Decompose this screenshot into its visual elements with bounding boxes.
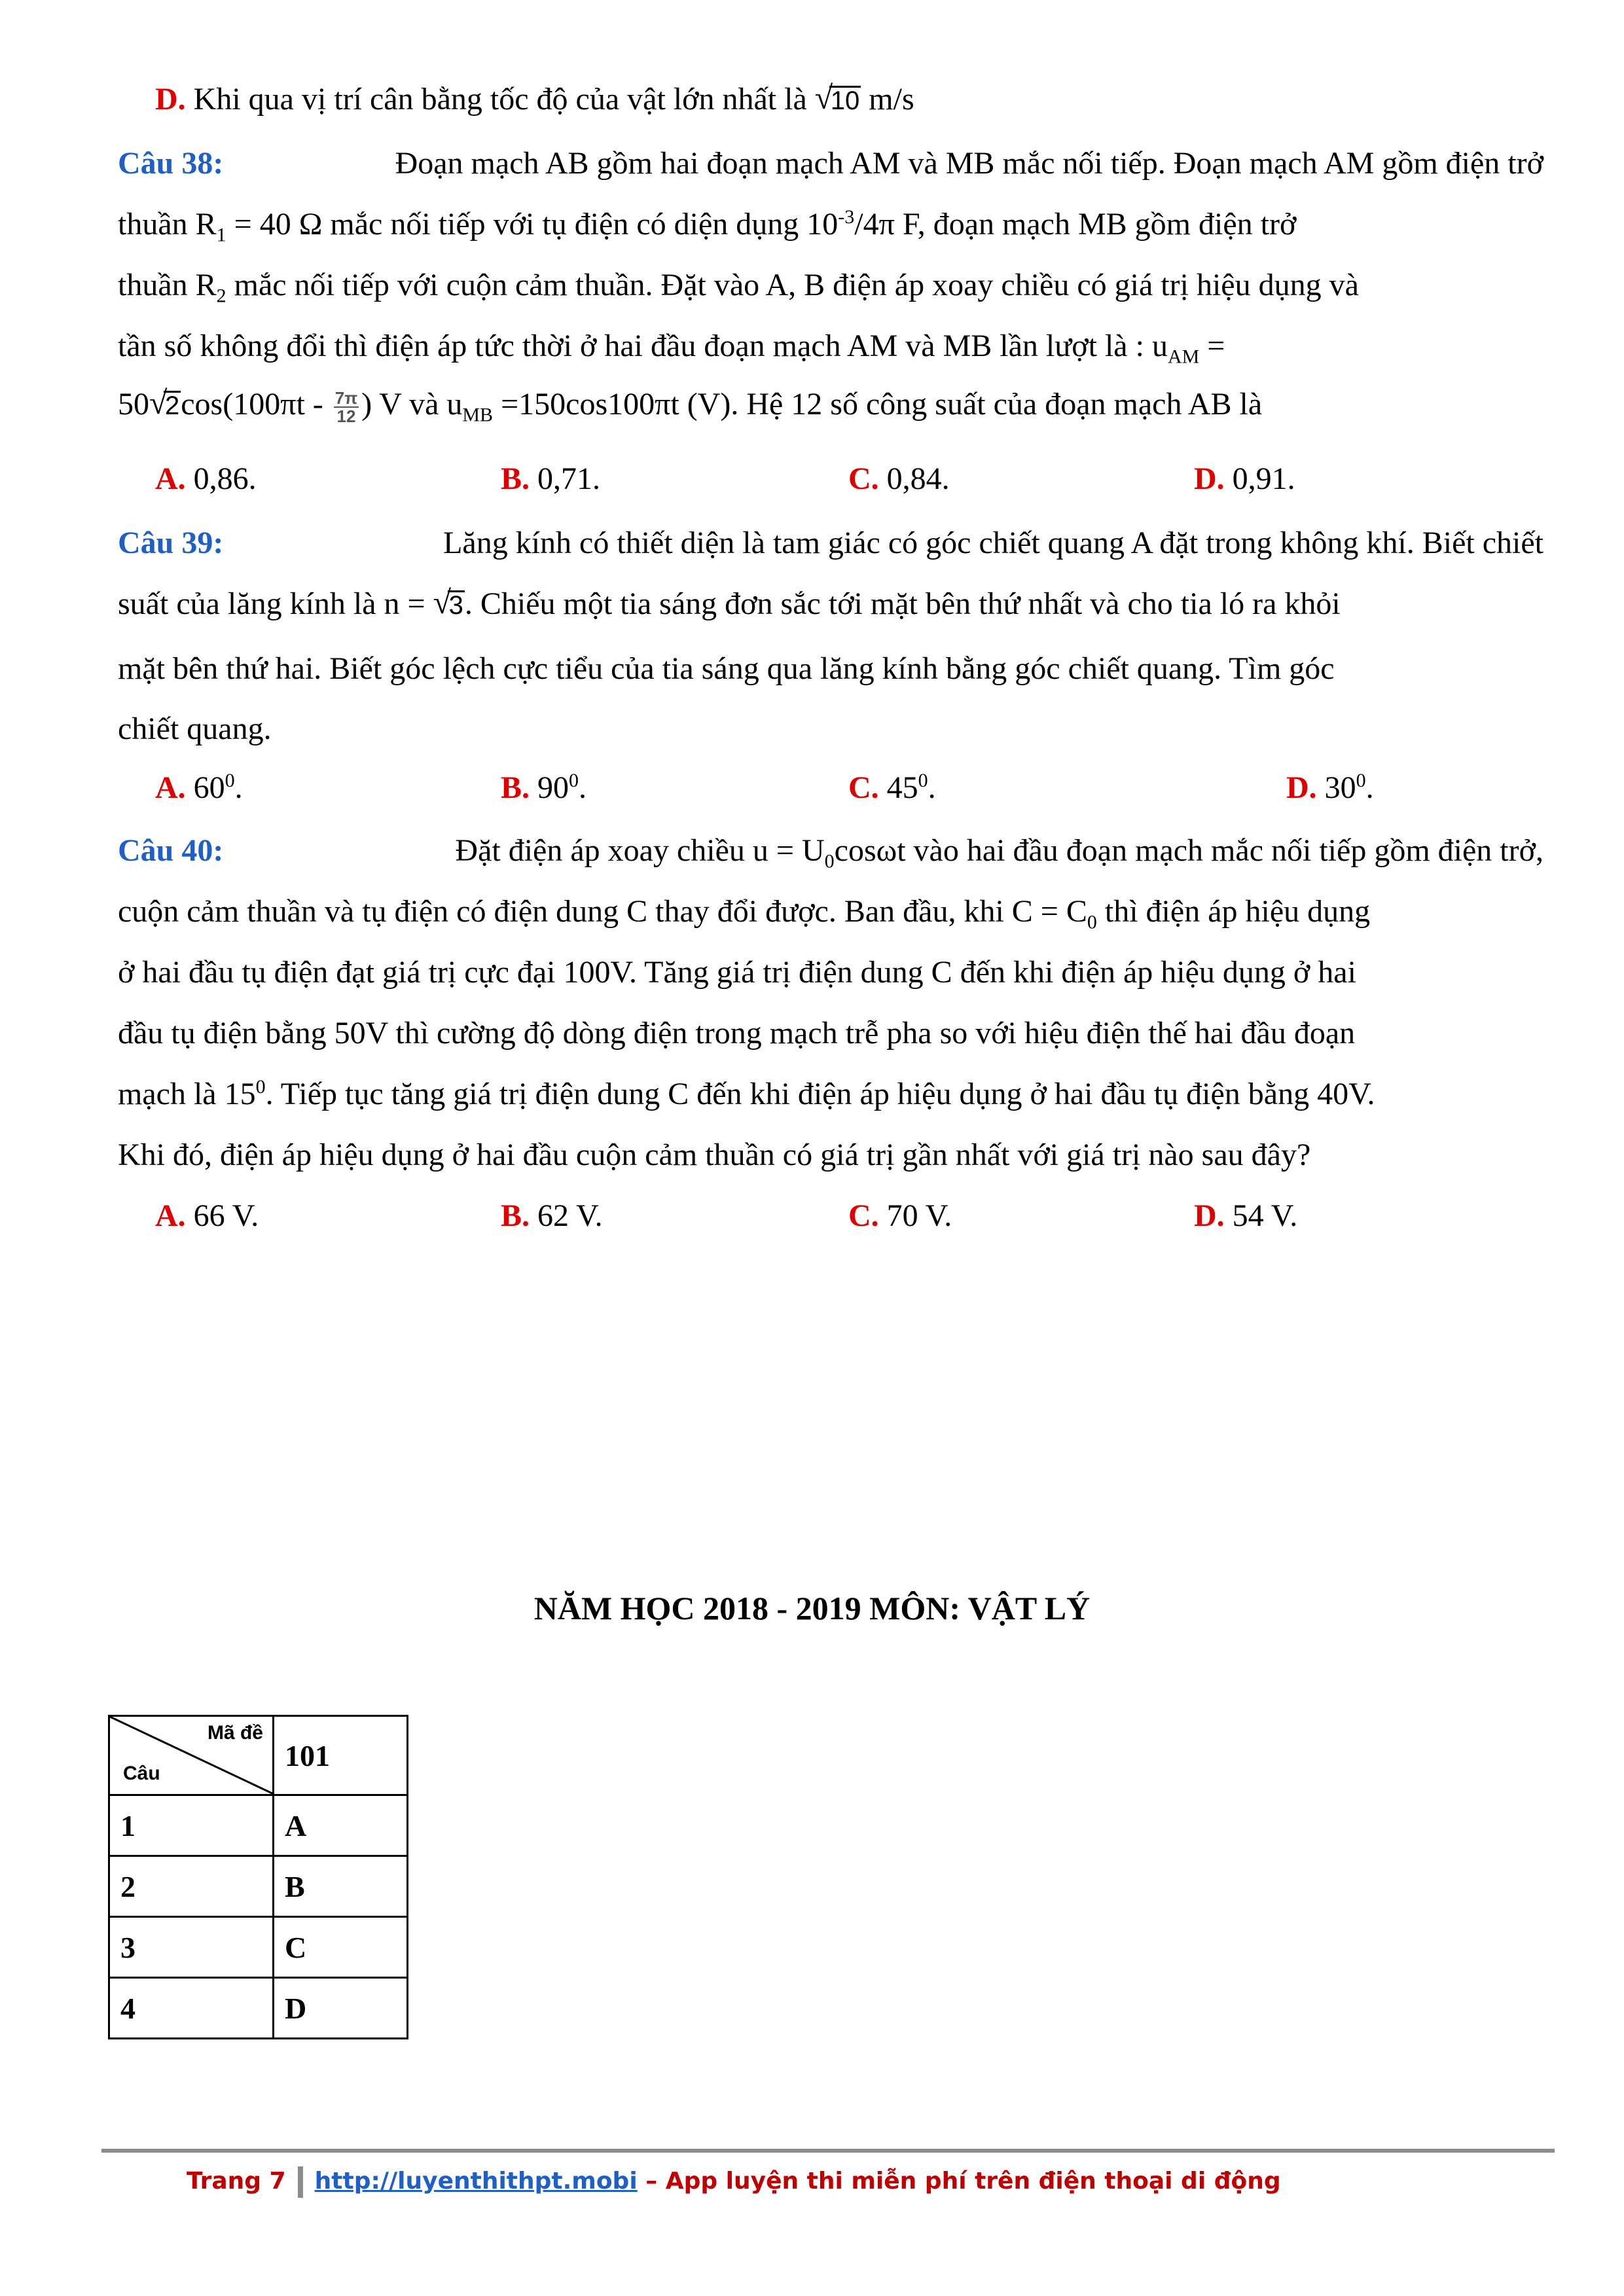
- q38-line-5: 50 √ 2cos(100πt - $\frac{7\pi}{12}$ ) V và $u_{MB} =150\cos 100\pi t$ (V). Hệ 12 số công suất của đoạn mạch AB là: [118, 384, 1263, 426]
- q40-line-2: cuộn cảm thuần và tụ điện có điện dung C thay đổi được. Ban đầu, khi $C = C_0$ thì điện áp hiệu dụng: [118, 894, 1371, 933]
- table-row: 2 B: [109, 1856, 408, 1917]
- table-row: 4 D: [109, 1978, 408, 2039]
- question-label: Câu 39:: [118, 526, 224, 560]
- q40-option-d: D. 54 V.: [1194, 1198, 1298, 1233]
- prev-option-d: D. Khi qua vị trí cân bằng tốc độ của vật lớn nhất là √ 10 m/s: [155, 79, 914, 117]
- q38-line-1: Câu 38: Đoạn mạch AB gồm hai đoạn mạch AM và MB mắc nối tiếp. Đoạn mạch AM gồm điện trở: [118, 146, 1543, 181]
- q40-option-c: C. 70 V.: [848, 1198, 952, 1233]
- page-footer: [187, 2166, 1281, 2198]
- exam-code-cell: 101: [274, 1716, 408, 1795]
- q40-line-3: ở hai đầu tụ điện đạt giá trị cực đại 100V. Tăng giá trị điện dung C đến khi điện áp hiệu dụng ở hai: [118, 955, 1356, 990]
- q39-line-1: Câu 39: Lăng kính có thiết diện là tam giác có góc chiết quang A đặt trong không khí. Biết chiết: [118, 526, 1543, 560]
- q39-option-c: C. $45^0$.: [848, 770, 936, 805]
- q39-option-b: B. $90^0$.: [501, 770, 587, 805]
- question-label: Câu 40:: [118, 833, 224, 868]
- q39-option-d: D. $30^0$.: [1286, 770, 1374, 805]
- option-letter: D.: [155, 82, 186, 117]
- q39-line-4: chiết quang.: [118, 711, 272, 746]
- q40-option-a: A. 66 V.: [155, 1198, 259, 1233]
- q38-option-d: D. 0,91.: [1194, 461, 1295, 496]
- q39-line-2: suất của lăng kính là n = √ 3. Chiếu một tia sáng đơn sắc tới mặt bên thứ nhất và cho tia ló ra khỏi: [118, 584, 1341, 621]
- table-row: 1 A: [109, 1795, 408, 1856]
- fraction: $\frac{7\pi}{12}$: [334, 387, 358, 426]
- question-label: Câu 38:: [118, 146, 224, 181]
- q38-line-2: thuần $R_1 = 40$ Ω mắc nối tiếp với tụ điện có diện dụng $10^{-3}/4\pi$ F, đoạn mạch MB gồm điện trở: [118, 206, 1297, 246]
- sqrt-expression: √ 2: [149, 384, 180, 421]
- answer-key-heading: NĂM HỌC 2018 - 2019 MÔN: VẬT LÝ: [533, 1590, 1091, 1626]
- footer-divider: [101, 2149, 1555, 2153]
- table-row: 3 C: [109, 1917, 408, 1978]
- diagonal-header-cell: Mã đề Câu: [109, 1716, 274, 1795]
- footer-tagline: – App luyện thi miễn phí trên điện thoại di động: [637, 2168, 1281, 2195]
- q38-option-c: C. 0,84.: [848, 461, 950, 496]
- page-number: Trang 7: [187, 2168, 286, 2195]
- q40-line-5: mạch là $15^0$. Tiếp tục tăng giá trị điện dung C đến khi điện áp hiệu dụng ở hai đầu tụ điện bằng 40V.: [118, 1076, 1375, 1111]
- q40-line-1: Câu 40: Đặt điện áp xoay chiều $u = U_0\cos\omega t$ vào hai đầu đoạn mạch mắc nối tiếp gồm điện trở,: [118, 833, 1543, 872]
- sqrt-expression: √ 3: [433, 584, 463, 620]
- q40-option-b: B. 62 V.: [501, 1198, 603, 1233]
- q40-line-6: Khi đó, điện áp hiệu dụng ở hai đầu cuộn cảm thuần có giá trị gần nhất với giá trị nào sau đây?: [118, 1138, 1311, 1172]
- q38-option-a: A. 0,86.: [155, 461, 257, 496]
- q39-option-a: A. $60^0$.: [155, 770, 243, 805]
- table-header-row: [109, 1716, 408, 1795]
- footer-separator: [298, 2166, 303, 2198]
- sqrt-expression: √ 10: [814, 79, 860, 116]
- q39-line-3: mặt bên thứ hai. Biết góc lệch cực tiểu của tia sáng qua lăng kính bằng góc chiết quang. Tìm góc: [118, 651, 1335, 686]
- q38-line-4: tần số không đổi thì điện áp tức thời ở hai đầu đoạn mạch AM và MB lần lượt là : $u_{AM}$ =: [118, 329, 1225, 368]
- website-link[interactable]: http://luyenthithpt.mobi: [314, 2168, 638, 2195]
- q38-option-b: B. 0,71.: [501, 461, 601, 496]
- q38-line-3: thuần $R_2$ mắc nối tiếp với cuộn cảm thuần. Đặt vào A, B điện áp xoay chiều có giá trị hiệu dụng và: [118, 268, 1359, 307]
- q40-line-4: đầu tụ điện bằng 50V thì cường độ dòng điện trong mạch trễ pha so với hiệu điện thế hai đầu đoạn: [118, 1016, 1356, 1050]
- answer-key-table: [108, 1715, 408, 2039]
